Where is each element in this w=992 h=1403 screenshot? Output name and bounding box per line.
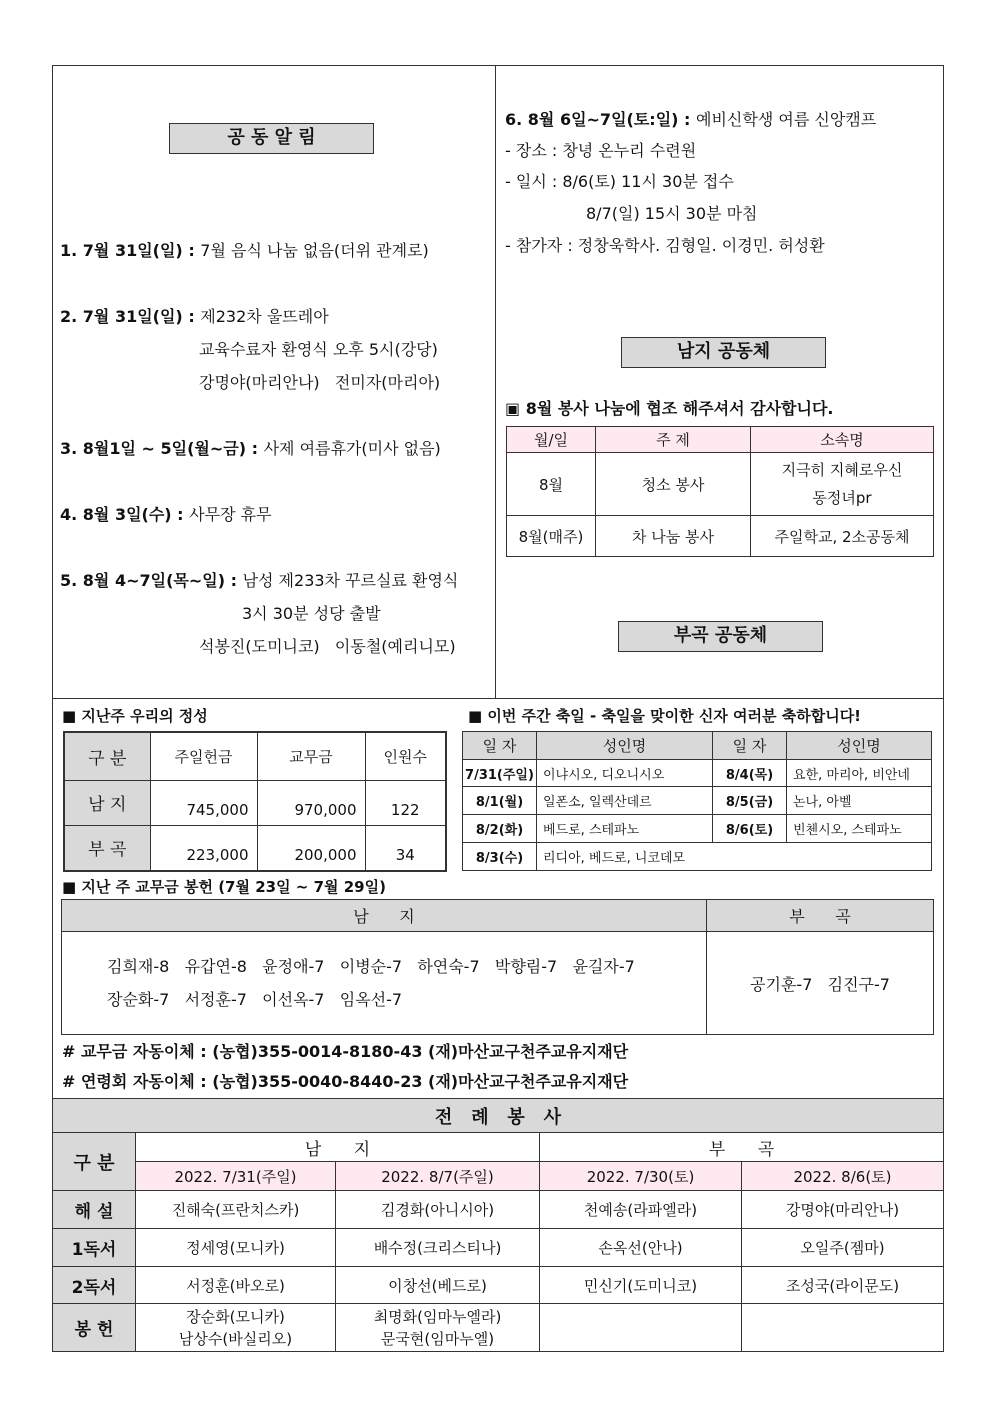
feast-date: 8/4(목) (713, 760, 787, 787)
feast-date: 8/5(금) (713, 787, 787, 815)
liturgy-offer-name: 최명화(임마누엘라) (373, 1307, 502, 1326)
feast-header-date: 일 자 (463, 732, 537, 760)
transfer-line-1: # 교무금 자동이체 : (농협)355-0014-8180-43 (재)마산교구천주교유지재단 (62, 1042, 629, 1061)
feast-date: 8/6(토) (713, 815, 787, 843)
feast-header-saint: 성인명 (787, 732, 932, 760)
notice-2-line2: 교육수료자 환영식 오후 5시(강당) (199, 340, 438, 359)
liturgy-role: 2독서 (53, 1267, 136, 1304)
liturgy-offer-cell (136, 1304, 336, 1352)
liturgy-cell: 손옥선(안나) (540, 1229, 742, 1267)
offering-row-dues: 200,000 (257, 825, 365, 871)
dues-table (61, 899, 934, 1035)
offering-row-name: 남 지 (64, 780, 150, 825)
liturgy-cell (540, 1304, 742, 1352)
camp-place: - 장소 : 창녕 온누리 수련원 (505, 141, 697, 160)
liturgy-cell: 정세영(모니카) (136, 1229, 336, 1267)
svc-header-org: 소속명 (751, 427, 934, 453)
liturgy-cell: 강명야(마리안나) (742, 1191, 944, 1229)
svc-row-date: 8월 (507, 453, 596, 516)
liturgy-role: 해 설 (53, 1191, 136, 1229)
liturgy-cell: 김경화(아니시아) (336, 1191, 540, 1229)
liturgy-bugok-header: 부 곡 (540, 1133, 944, 1162)
liturgy-date: 2022. 8/6(토) (742, 1162, 944, 1191)
feast-saint: 일폰소, 일렉산데르 (537, 787, 713, 815)
feast-saint: 리디아, 베드로, 니코데모 (537, 843, 932, 871)
liturgy-date: 2022. 7/31(주일) (136, 1162, 336, 1191)
notice-5 (60, 565, 458, 597)
notice-1 (60, 235, 429, 267)
liturgy-cell: 이창선(베드로) (336, 1267, 540, 1304)
feast-saint: 요한, 마리아, 비안네 (787, 760, 932, 787)
notice-2-head: 2. 7월 31일(일) : (60, 307, 201, 326)
offering-row-dues: 970,000 (257, 780, 365, 825)
notice-6 (505, 104, 876, 136)
notice-5-line2: 3시 30분 성당 출발 (242, 604, 381, 623)
dues-title: ■ 지난 주 교무금 봉헌 (7월 23일 ~ 7월 29일) (62, 878, 386, 896)
liturgy-title: 전 례 봉 사 (53, 1099, 944, 1133)
svc-header-date: 월/일 (507, 427, 596, 453)
liturgy-role: 1독서 (53, 1229, 136, 1267)
feast-saint: 논나, 아벨 (787, 787, 932, 815)
notice-1-body: 7월 음식 나눔 없음(더위 관계로) (200, 241, 429, 260)
svc-org-line2: 동정녀pr (812, 489, 872, 507)
notice-6-head: 6. 8월 6일~7일(토:일) : (505, 110, 696, 129)
camp-time-1: - 일시 : 8/6(토) 11시 30분 접수 (505, 172, 734, 191)
notice-5-line3: 석봉진(도미니코) 이동철(예리니모) (199, 637, 456, 656)
feast-date: 8/2(화) (463, 815, 537, 843)
feast-date: 8/3(수) (463, 843, 537, 871)
feast-title: ■ 이번 주간 축일 - 축일을 맞이한 신자 여러분 축하합니다! (468, 707, 862, 725)
notice-3-body: 사제 여름휴가(미사 없음) (263, 439, 441, 458)
offering-header-count: 인원수 (365, 732, 446, 780)
liturgy-cell: 진해숙(프란치스카) (136, 1191, 336, 1229)
liturgy-offer-name: 장순화(모니카) (186, 1307, 285, 1326)
liturgy-date: 2022. 7/30(토) (540, 1162, 742, 1191)
vertical-divider (495, 65, 496, 699)
feast-header-saint: 성인명 (537, 732, 713, 760)
liturgy-gubun: 구 분 (53, 1133, 136, 1191)
feast-saint: 빈첸시오, 스테파노 (787, 815, 932, 843)
offering-row-count: 34 (365, 825, 446, 871)
svc-row-topic: 청소 봉사 (596, 453, 751, 516)
liturgy-namji-header: 남 지 (136, 1133, 540, 1162)
offering-row-sunday: 745,000 (150, 780, 257, 825)
liturgy-offer-name: 남상수(바실리오) (178, 1329, 293, 1348)
notice-1-head: 1. 7월 31일(일) : (60, 241, 201, 260)
offering-header-gubun: 구 분 (64, 732, 150, 780)
feast-header-date: 일 자 (713, 732, 787, 760)
svc-row-topic: 차 나눔 봉사 (596, 516, 751, 557)
liturgy-date: 2022. 8/7(주일) (336, 1162, 540, 1191)
offering-row-name: 부 곡 (64, 825, 150, 871)
notice-4 (60, 499, 272, 531)
notice-3 (60, 433, 441, 465)
feast-saint: 이냐시오, 디오니시오 (537, 760, 713, 787)
thanks-line: ▣ 8월 봉사 나눔에 협조 해주셔서 감사합니다. (505, 399, 834, 418)
common-notice-title: 공 동 알 림 (169, 123, 374, 154)
offering-title: ■ 지난주 우리의 정성 (62, 707, 208, 725)
notice-3-head: 3. 8월1일 ~ 5일(월~금) : (60, 439, 264, 458)
namji-community-title: 남지 공동체 (621, 337, 826, 368)
notice-2-body: 제232차 울뜨레아 (200, 307, 329, 326)
liturgy-cell: 배수정(크리스티나) (336, 1229, 540, 1267)
feast-table (462, 731, 932, 871)
dues-namji-line2: 장순화-7 서정훈-7 이선옥-7 임옥선-7 (107, 990, 403, 1009)
svc-row-org: 주일학교, 2소공동체 (751, 516, 934, 557)
svc-row-org (751, 453, 934, 516)
liturgy-table (52, 1098, 944, 1352)
notice-5-head: 5. 8월 4~7일(목~일) : (60, 571, 243, 590)
service-table (506, 426, 934, 557)
offering-row-sunday: 223,000 (150, 825, 257, 871)
liturgy-cell: 천예송(라파엘라) (540, 1191, 742, 1229)
notice-2-line3: 강명야(마리안나) 전미자(마리아) (199, 373, 441, 392)
notice-4-head: 4. 8월 3일(수) : (60, 505, 190, 524)
svc-org-line1: 지극히 지혜로우신 (781, 461, 903, 479)
liturgy-cell (742, 1304, 944, 1352)
dues-bugok-header: 부 곡 (707, 900, 934, 932)
svc-header-topic: 주 제 (596, 427, 751, 453)
bugok-community-title: 부곡 공동체 (618, 621, 823, 652)
dues-namji-header: 남 지 (62, 900, 707, 932)
camp-participants: - 참가자 : 정창욱학사. 김형일. 이경민. 허성환 (505, 236, 825, 255)
liturgy-cell: 조성국(라이문도) (742, 1267, 944, 1304)
transfer-line-2: # 연령회 자동이체 : (농협)355-0040-8440-23 (재)마산교구천주교유지재단 (62, 1072, 629, 1091)
offering-header-dues: 교무금 (257, 732, 365, 780)
liturgy-offer-name: 문국현(임마누엘) (380, 1329, 495, 1348)
liturgy-role: 봉 헌 (53, 1304, 136, 1352)
top-section-frame (52, 65, 944, 699)
offering-row-count: 122 (365, 780, 446, 825)
notice-2 (60, 301, 329, 333)
dues-namji-line1: 김희재-8 유갑연-8 윤정애-7 이병순-7 하연숙-7 박향림-7 윤길자-7 (107, 957, 635, 976)
notice-4-body: 사무장 휴무 (189, 505, 272, 524)
camp-time-2: 8/7(일) 15시 30분 마침 (586, 204, 758, 223)
dues-namji-names (62, 932, 707, 1035)
offering-header-sunday: 주일헌금 (150, 732, 257, 780)
liturgy-offer-cell (336, 1304, 540, 1352)
feast-saint: 베드로, 스테파노 (537, 815, 713, 843)
liturgy-cell: 서정훈(바오로) (136, 1267, 336, 1304)
liturgy-cell: 오일주(젬마) (742, 1229, 944, 1267)
svc-row-date: 8월(매주) (507, 516, 596, 557)
notice-6-body: 예비신학생 여름 신앙캠프 (696, 110, 877, 129)
notice-5-body: 남성 제233차 꾸르실료 환영식 (242, 571, 459, 590)
offering-table (63, 731, 447, 872)
liturgy-cell: 민신기(도미니코) (540, 1267, 742, 1304)
feast-date: 7/31(주일) (463, 760, 537, 787)
dues-bugok-names: 공기훈-7 김진구-7 (707, 932, 934, 1035)
feast-date: 8/1(월) (463, 787, 537, 815)
